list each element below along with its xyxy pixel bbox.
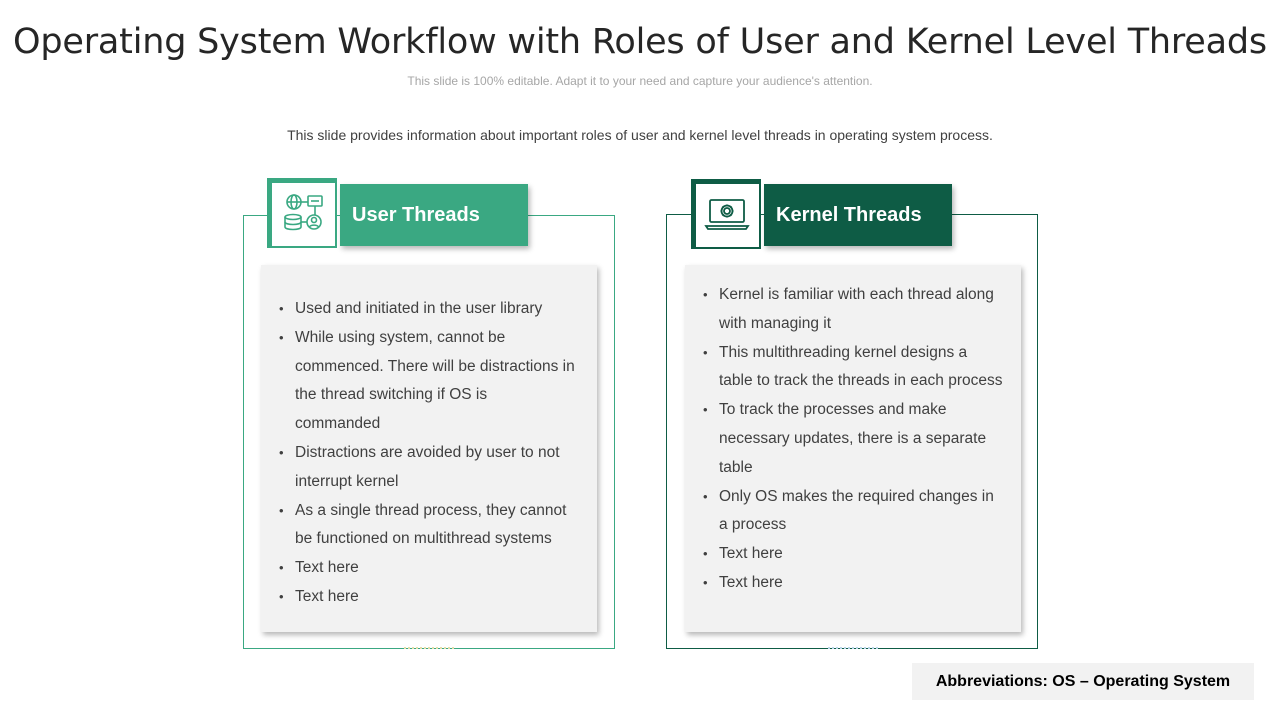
list-item: • Text here [279, 583, 575, 612]
list-item: • Kernel is familiar with each thread along with managing it [703, 281, 1003, 339]
abbreviations-note: Abbreviations: OS – Operating System [912, 663, 1254, 700]
list-item: • Text here [703, 540, 1003, 569]
list-item: • Text here [703, 569, 1003, 598]
user-threads-bullet-list [279, 295, 575, 612]
slide-title: Operating System Workflow with Roles of User and Kernel Level Threads [13, 22, 1267, 62]
user-threads-divider [404, 647, 454, 651]
list-item: • As a single thread process, they cannot be functioned on multithread systems [279, 497, 575, 555]
kernel-threads-bullet-list [703, 281, 1003, 598]
slide-intro: This slide provides information about important roles of user and kernel level threads in operating system process. [287, 127, 993, 143]
list-item: • While using system, cannot be commenced. There will be distractions in the thread switching if OS is commanded [279, 324, 575, 439]
database-network-icon [279, 190, 327, 238]
kernel-threads-icon-box [691, 179, 761, 249]
kernel-threads-divider [828, 647, 878, 651]
user-threads-heading: User Threads [340, 184, 528, 246]
list-item: • This multithreading kernel designs a table to track the threads in each process [703, 339, 1003, 397]
user-threads-content [261, 265, 597, 632]
kernel-threads-heading: Kernel Threads [764, 184, 952, 246]
kernel-threads-content [685, 265, 1021, 632]
slide-subtitle: This slide is 100% editable. Adapt it to your need and capture your audience's attention. [407, 74, 873, 88]
list-item: • Used and initiated in the user library [279, 295, 575, 324]
laptop-gear-icon [703, 191, 751, 239]
user-threads-icon-box [267, 178, 337, 248]
list-item: • Only OS makes the required changes in a process [703, 483, 1003, 541]
list-item: • Text here [279, 554, 575, 583]
list-item: • Distractions are avoided by user to not interrupt kernel [279, 439, 575, 497]
list-item: • To track the processes and make necessary updates, there is a separate table [703, 396, 1003, 482]
